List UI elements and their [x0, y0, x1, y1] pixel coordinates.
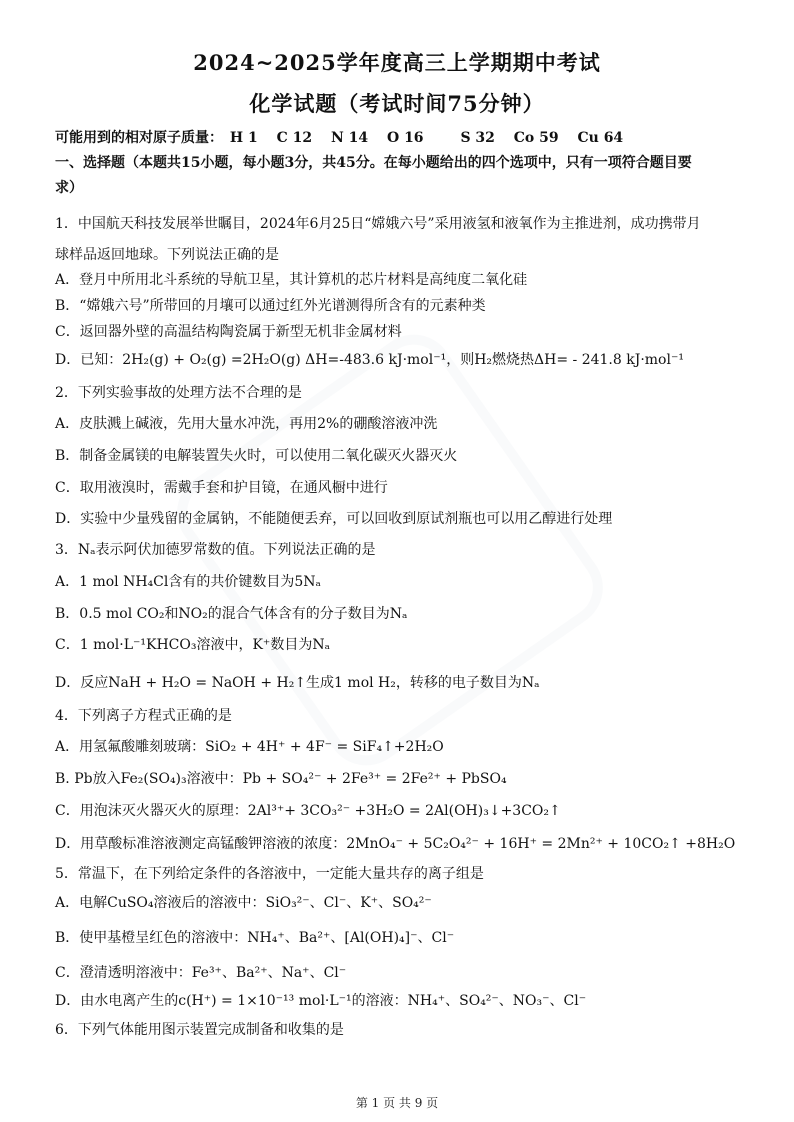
q3-option-a: A．1 mol NH₄Cl含有的共价键数目为5Nₐ [55, 574, 321, 590]
q4-option-d: D．用草酸标准溶液测定高锰酸钾溶液的浓度：2MnO₄⁻ + 5C₂O₄²⁻ + 16H⁺ = 2Mn²⁺ + 10CO₂↑ +8H₂O [55, 836, 736, 852]
q1-option-a: A．登月中所用北斗系统的导航卫星，其计算机的芯片材料是高纯度二氧化硅 [55, 272, 528, 288]
atomic-mass-item: H 1 [229, 130, 258, 146]
q5-option-b: B．使甲基橙呈红色的溶液中：NH₄⁺、Ba²⁺、[Al(OH)₄]⁻、Cl⁻ [55, 930, 455, 946]
q1-option-c: C．返回器外壁的高温结构陶瓷属于新型无机非金属材料 [55, 324, 402, 340]
section-header-cont: 求） [55, 180, 83, 196]
q2-stem: 2．下列实验事故的处理方法不合理的是 [55, 385, 302, 401]
atomic-masses [55, 128, 755, 148]
q1-option-d: D．已知：2H₂(g) + O₂(g) =2H₂O(g) ΔH=-483.6 kJ·mol⁻¹，则H₂燃烧热ΔH= - 241.8 kJ·mol⁻¹ [55, 352, 684, 368]
q2-option-b: B．制备金属镁的电解装置失火时，可以使用二氧化碳灭火器灭火 [55, 448, 458, 464]
q2-option-d: D．实验中少量残留的金属钠，不能随便丢弃，可以回收到原试剂瓶也可以用乙醇进行处理 [55, 511, 613, 527]
q2-option-a: A．皮肤溅上碱液，先用大量水冲洗，再用2%的硼酸溶液冲洗 [55, 416, 438, 432]
q4-stem: 4．下列离子方程式正确的是 [55, 708, 232, 724]
page-footer: 第 1 页 共 9 页 [355, 1096, 439, 1110]
q4-option-b: B. Pb放入Fe₂(SO₄)₃溶液中：Pb + SO₄²⁻ + 2Fe³⁺ = 2Fe²⁺ + PbSO₄ [55, 771, 507, 787]
q6-stem: 6．下列气体能用图示装置完成制备和收集的是 [55, 1022, 344, 1038]
exam-subtitle: 化学试题（考试时间75分钟） [249, 91, 545, 116]
q3-option-d: D．反应NaH + H₂O = NaOH + H₂↑生成1 mol H₂，转移的电子数目为Nₐ [55, 675, 540, 691]
q5-stem: 5．常温下，在下列给定条件的各溶液中，一定能大量共存的离子组是 [55, 866, 484, 882]
atomic-mass-item: C 12 [276, 130, 313, 146]
q3-stem: 3．Nₐ表示阿伏加德罗常数的值。下列说法正确的是 [55, 542, 376, 558]
q1-option-b: B．“嫦娥六号”所带回的月壤可以通过红外光谱测得所含有的元素种类 [55, 298, 486, 314]
atomic-mass-item: Cu 64 [577, 130, 624, 146]
atomic-mass-item: S 32 [460, 130, 495, 146]
q1-stem-cont: 球样品返回地球。下列说法正确的是 [55, 247, 279, 263]
section-header: 一、选择题（本题共15小题，每小题3分，共45分。在每小题给出的四个选项中，只有一项符合题目要 [55, 155, 692, 171]
q5-option-a: A．电解CuSO₄溶液后的溶液中：SiO₃²⁻、Cl⁻、K⁺、SO₄²⁻ [55, 895, 432, 911]
q4-option-c: C．用泡沫灭火器灭火的原理：2Al³⁺+ 3CO₃²⁻ +3H₂O = 2Al(OH)₃↓+3CO₂↑ [55, 803, 561, 819]
q4-option-a: A．用氢氟酸雕刻玻璃：SiO₂ + 4H⁺ + 4F⁻ = SiF₄↑+2H₂O [55, 739, 444, 755]
q2-option-c: C．取用液溴时，需戴手套和护目镜，在通风橱中进行 [55, 480, 388, 496]
atomic-mass-item: Co 59 [513, 130, 559, 146]
atomic-mass-item: N 14 [330, 130, 369, 146]
q3-option-c: C．1 mol·L⁻¹KHCO₃溶液中，K⁺数目为Nₐ [55, 637, 330, 653]
atomic-masses-label: 可能用到的相对原子质量： [55, 130, 223, 146]
atomic-mass-item: O 16 [387, 130, 424, 146]
q5-option-c: C．澄清透明溶液中：Fe³⁺、Ba²⁺、Na⁺、Cl⁻ [55, 965, 347, 981]
q1-stem: 1．中国航天科技发展举世瞩目，2024年6月25日“嫦娥六号”采用液氢和液氧作为主推进剂，成功携带月 [55, 216, 701, 232]
q3-option-b: B．0.5 mol CO₂和NO₂的混合气体含有的分子数目为Nₐ [55, 606, 408, 622]
exam-title: 2024~2025学年度高三上学期期中考试 [193, 50, 601, 75]
q5-option-d: D．由水电离产生的c(H⁺) = 1×10⁻¹³ mol·L⁻¹的溶液：NH₄⁺、SO₄²⁻、NO₃⁻、Cl⁻ [55, 993, 587, 1009]
